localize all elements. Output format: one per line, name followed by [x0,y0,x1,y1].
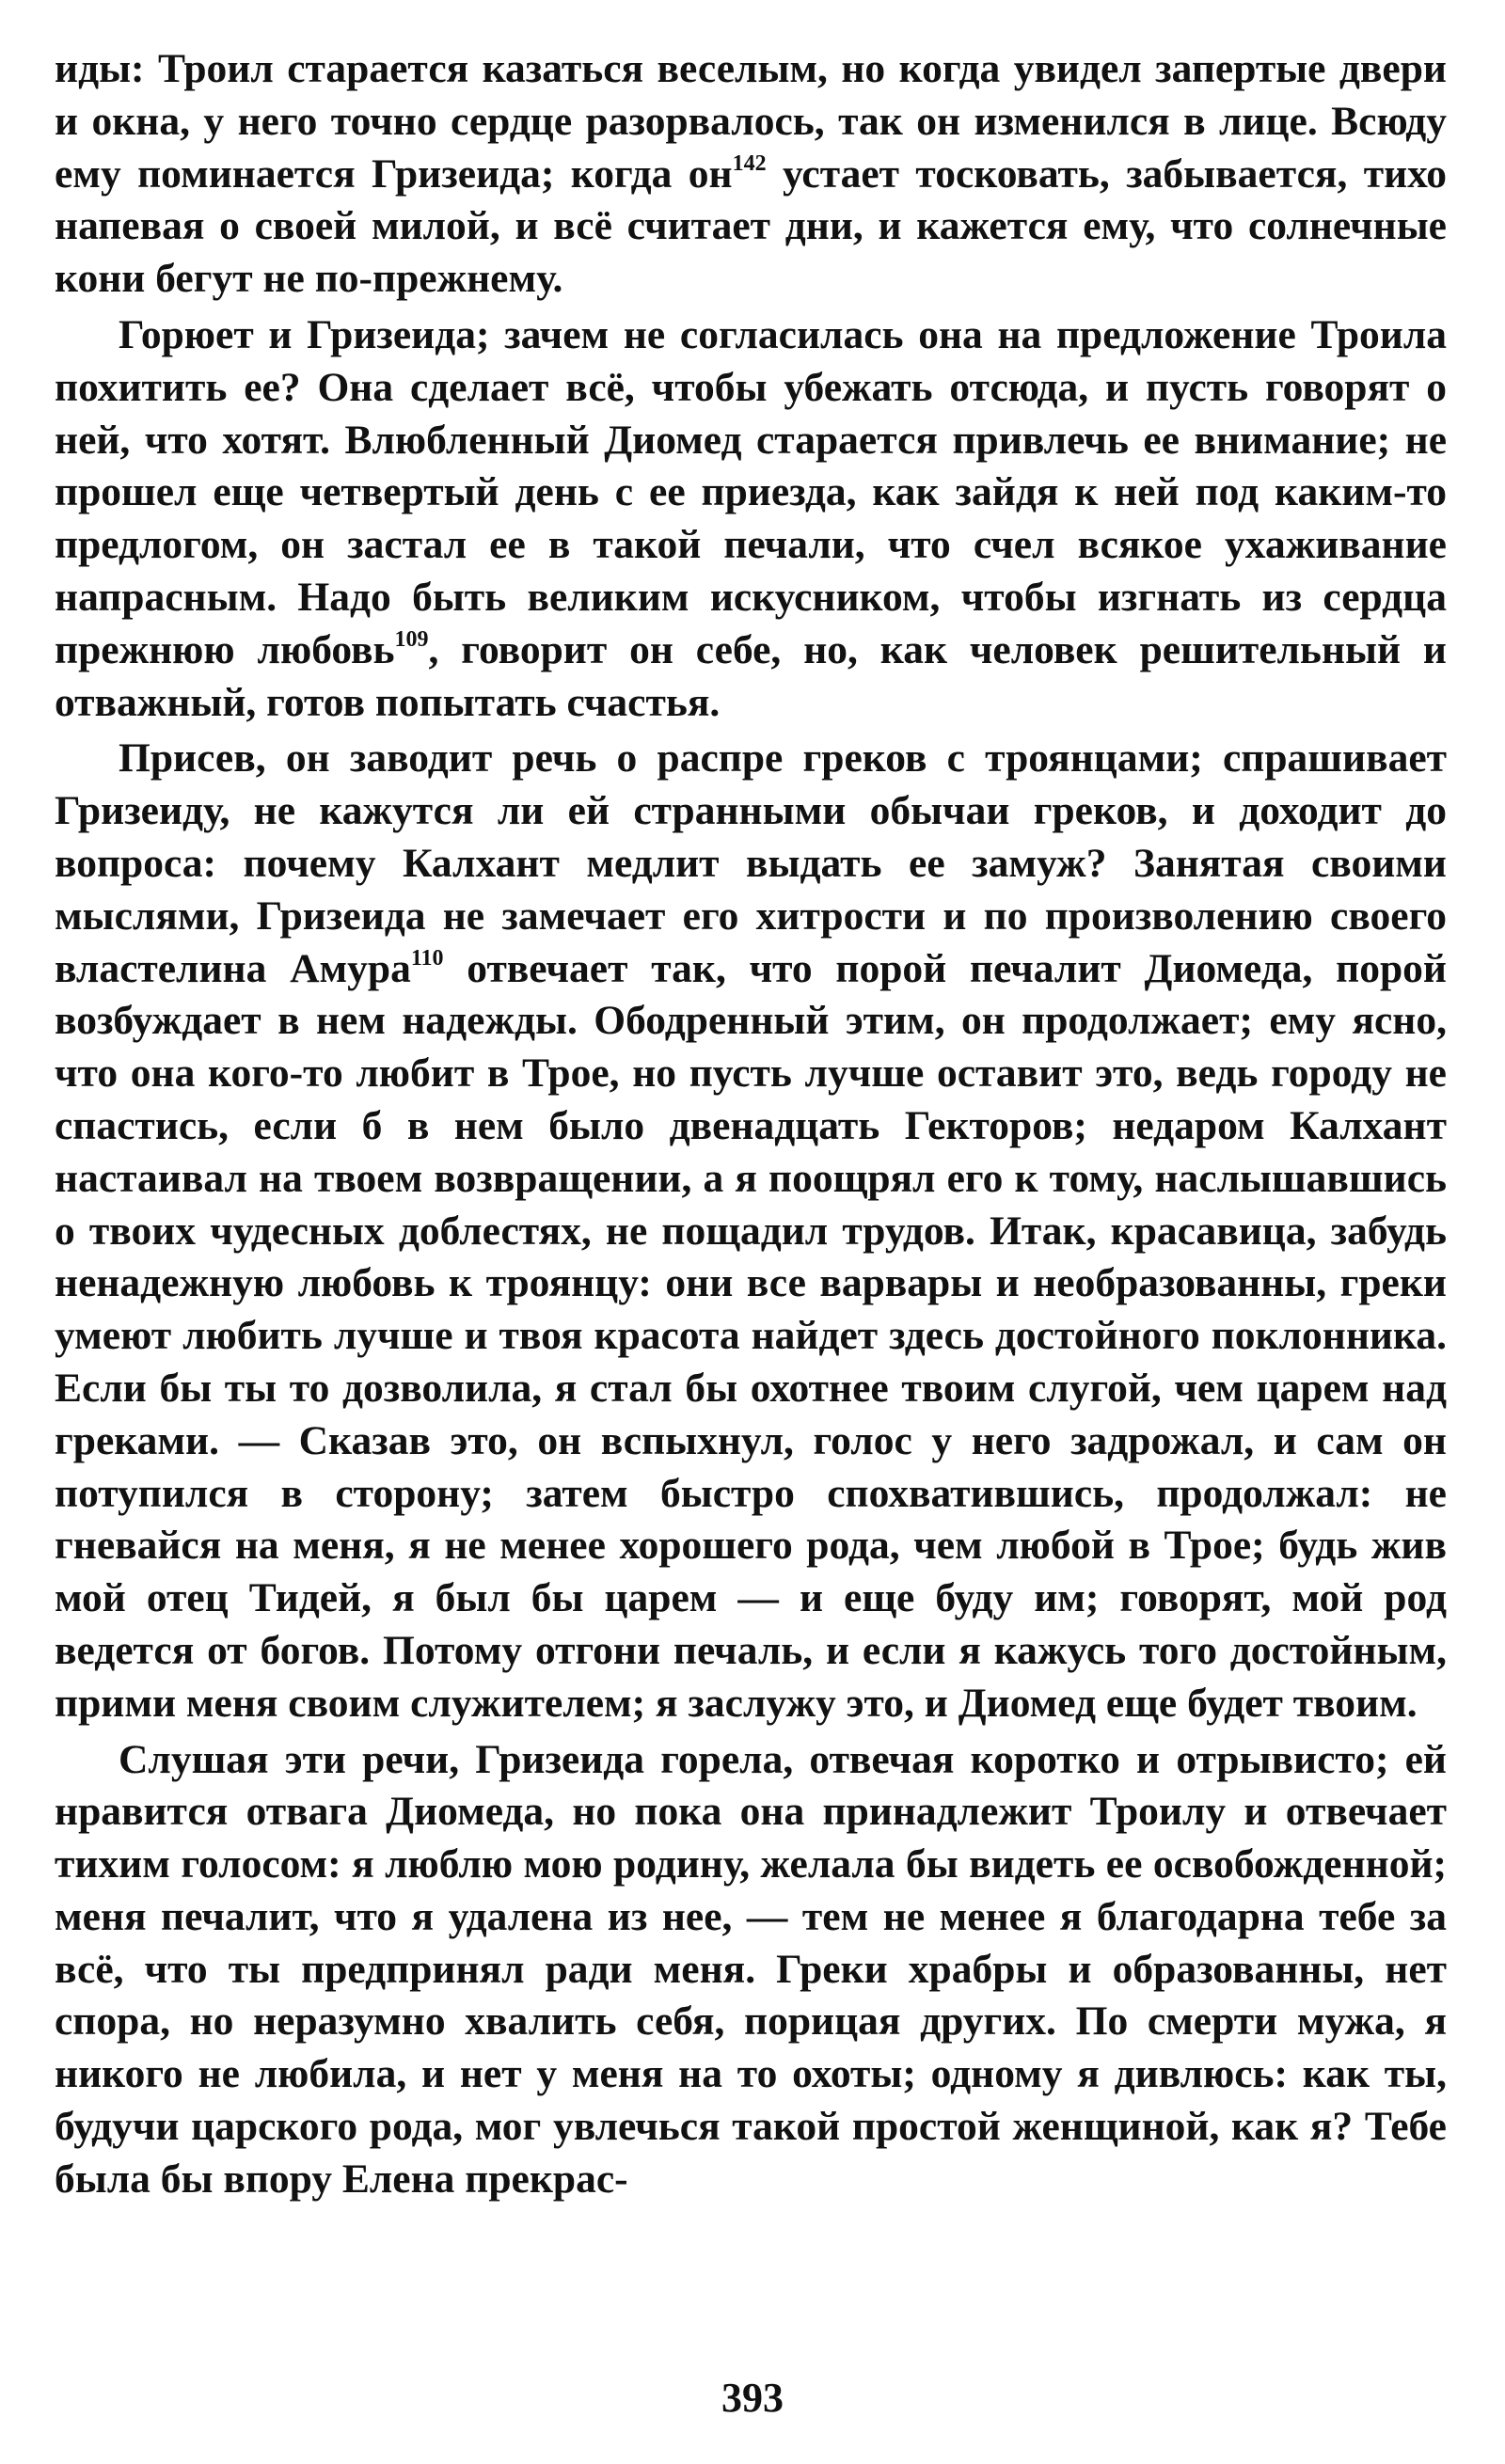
page-number: 393 [721,2375,784,2421]
footnote-ref-110[interactable]: 110 [410,945,444,971]
paragraph-1: иды: Троил старается казаться веселым, но когда увидел запертые двери и окна, у него точно сердце разорвалось, так он изменился в лице. Всюду ему поминается Гризеида; когда он$^{142}$ устает тосковать, забывается, тихо напевая о своей милой, и всё считает дни, и кажется ему, что солнечные кони бегут не по-прежнему. [55,46,1447,302]
paragraph-4: Слушая эти речи, Гризеида горела, отвечая коротко и отрывисто; ей нравится отвага Диомеда, но пока она принадлежит Троилу и отвечает тихим голосом: я люблю мою родину, желала бы видеть ее освобожденной; меня печалит, что я удалена из нее, — тем не менее я благодарна тебе за всё, что ты предпринял ради меня. Греки храбры и образованны, нет спора, но неразумно хвалить себя, порицая других. По смерти мужа, я никого не любила, и нет у меня на то охоты; одному я дивлюсь: как ты, будучи царского рода, мог увлечься такой простой женщиной, как я? Тебе была бы впору Елена прекрас- [55,1736,1447,2202]
body-text [55,43,1447,2206]
paragraph-2: Горюет и Гризеида; зачем не согласилась она на предложение Троила похитить ее? Она сделает всё, чтобы убежать отсюда, и пусть говорят о ней, что хотят. Влюбленный Диомед старается привлечь ее внимание; не прошел еще четвертый день с ее приезда, как зайдя к ней под каким-то предлогом, он застал ее в такой печали, что счел всякое ухаживание напрасным. Надо быть великим искусником, чтобы изгнать из сердца прежнюю любовь$^{109}$, говорит он себе, но, как человек решительный и отважный, готов попытать счастья. [55,311,1447,725]
footnote-ref-142[interactable]: 142 [732,150,767,176]
paragraph-3: Присев, он заводит речь о распре греков с троянцами; спрашивает Гризеиду, не кажутся ли ей странными обычаи греков, и доходит до вопроса: почему Калхант медлит выдать ее замуж? Занятая своими мыслями, Гризеида не замечает его хитрости и по произволению своего властелина Амура$^{110}$ отвечает так, что порой печалит Диомеда, порой возбуждает в нем надежды. Ободренный этим, он продолжает; ему ясно, что она кого-то любит в Трое, но пусть лучше оставит это, ведь городу не спастись, если б в нем было двенадцать Гекторов; недаром Калхант настаивал на твоем возвращении, а я поощрял его к тому, наслышавшись о твоих чудесных доблестях, не пощадил трудов. Итак, красавица, забудь ненадежную любовь к троянцу: они все варвары и необразованны, греки умеют любить лучше и твоя красота найдет здесь достойного поклонника. Если бы ты то дозволила, я стал бы охотнее твоим слугой, чем царем над греками. — Сказав это, он вспыхнул, голос у него задрожал, и сам он потупился в сторону; затем быстро спохватившись, продолжал: не гневайся на меня, я не менее хорошего рода, чем любой в Трое; будь жив мой отец Тидей, я был бы царем — и еще буду им; говорят, мой род ведется от богов. Потому отгони печаль, и если я кажусь того достойным, прими меня своим служителем; я заслужу это, и Диомед еще будет твоим. [55,735,1447,1726]
footnote-ref-109[interactable]: 109 [394,626,429,652]
